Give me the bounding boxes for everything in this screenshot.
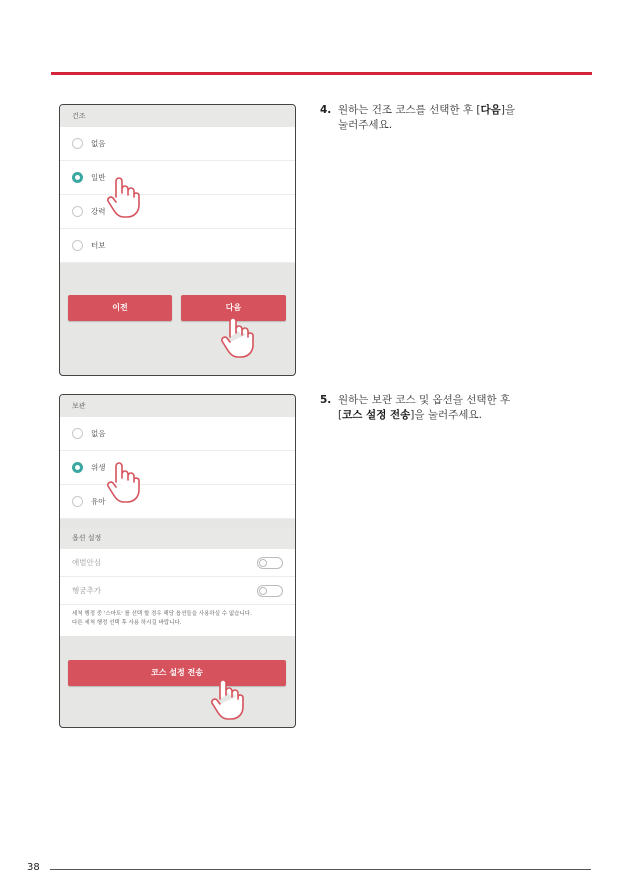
step-number: 5. [320, 394, 332, 406]
option-label: 없음 [91, 429, 106, 438]
option-baby[interactable] [60, 485, 295, 519]
step-line-1: 원하는 보관 코스 및 옵션을 선택한 후 [338, 394, 511, 406]
step-line-1 [338, 103, 515, 118]
section-title-dry: 건조 [60, 105, 295, 127]
toggle-switch[interactable] [257, 557, 283, 569]
pointing-hand-icon [210, 677, 244, 721]
option-label: 일반 [91, 173, 106, 182]
page-number: 38 [27, 862, 40, 873]
pointing-hand-icon [106, 175, 140, 219]
toggle-row-prewash [60, 549, 295, 577]
step-4-instruction [320, 103, 515, 133]
option-none[interactable] [60, 127, 295, 161]
section-title-options: 옵션 설정 [60, 527, 295, 549]
step-line-2 [338, 408, 510, 423]
prev-button[interactable]: 이전 [68, 295, 172, 321]
text: ]을 [500, 104, 516, 116]
option-label: 없음 [91, 139, 106, 148]
option-hygiene[interactable] [60, 451, 295, 485]
option-label: 터보 [91, 241, 106, 250]
bottom-divider [50, 869, 591, 870]
option-label: 유아 [91, 497, 106, 506]
step-line-2: 눌러주세요. [338, 119, 393, 131]
pointing-hand-icon [220, 315, 254, 359]
text: [ [338, 409, 343, 421]
option-strong[interactable] [60, 195, 295, 229]
emphasis-send: 코스 설정 전송 [342, 409, 411, 421]
text: 원하는 건조 코스를 선택한 후 [ [338, 104, 481, 116]
emphasis-next: 다음 [480, 104, 501, 116]
toggle-label: 애벌안심 [72, 558, 101, 567]
radio-button[interactable] [72, 206, 83, 217]
option-none[interactable] [60, 417, 295, 451]
toggle-row-extra-rinse [60, 577, 295, 605]
storage-course-screen [59, 394, 296, 728]
dry-course-screen [59, 104, 296, 376]
next-button[interactable]: 다음 [181, 295, 286, 321]
section-title-storage: 보관 [60, 395, 295, 417]
radio-button[interactable] [72, 496, 83, 507]
send-course-button[interactable]: 코스 설정 전송 [68, 660, 286, 686]
notice-line-2: 다른 세척 행정 선택 후 사용 하시길 바랍니다. [72, 620, 182, 626]
option-turbo[interactable] [60, 229, 295, 263]
option-notice [60, 605, 295, 636]
step-number: 4. [320, 104, 332, 116]
radio-button-selected[interactable] [72, 172, 83, 183]
pointing-hand-icon [106, 460, 140, 504]
top-divider [51, 72, 592, 75]
radio-button-selected[interactable] [72, 462, 83, 473]
option-normal[interactable] [60, 161, 295, 195]
option-label: 위생 [91, 463, 106, 472]
option-label: 강력 [91, 207, 106, 216]
toggle-switch[interactable] [257, 585, 283, 597]
radio-button[interactable] [72, 428, 83, 439]
radio-button[interactable] [72, 138, 83, 149]
radio-button[interactable] [72, 240, 83, 251]
notice-line-1: 세척 행정 중 '스마트' 를 선택 할 경우 해당 옵션들을 사용하실 수 없습니다. [72, 611, 252, 617]
toggle-label: 헹굼추가 [72, 586, 101, 595]
text: ]을 눌러주세요. [410, 409, 482, 421]
step-5-instruction [320, 393, 510, 423]
